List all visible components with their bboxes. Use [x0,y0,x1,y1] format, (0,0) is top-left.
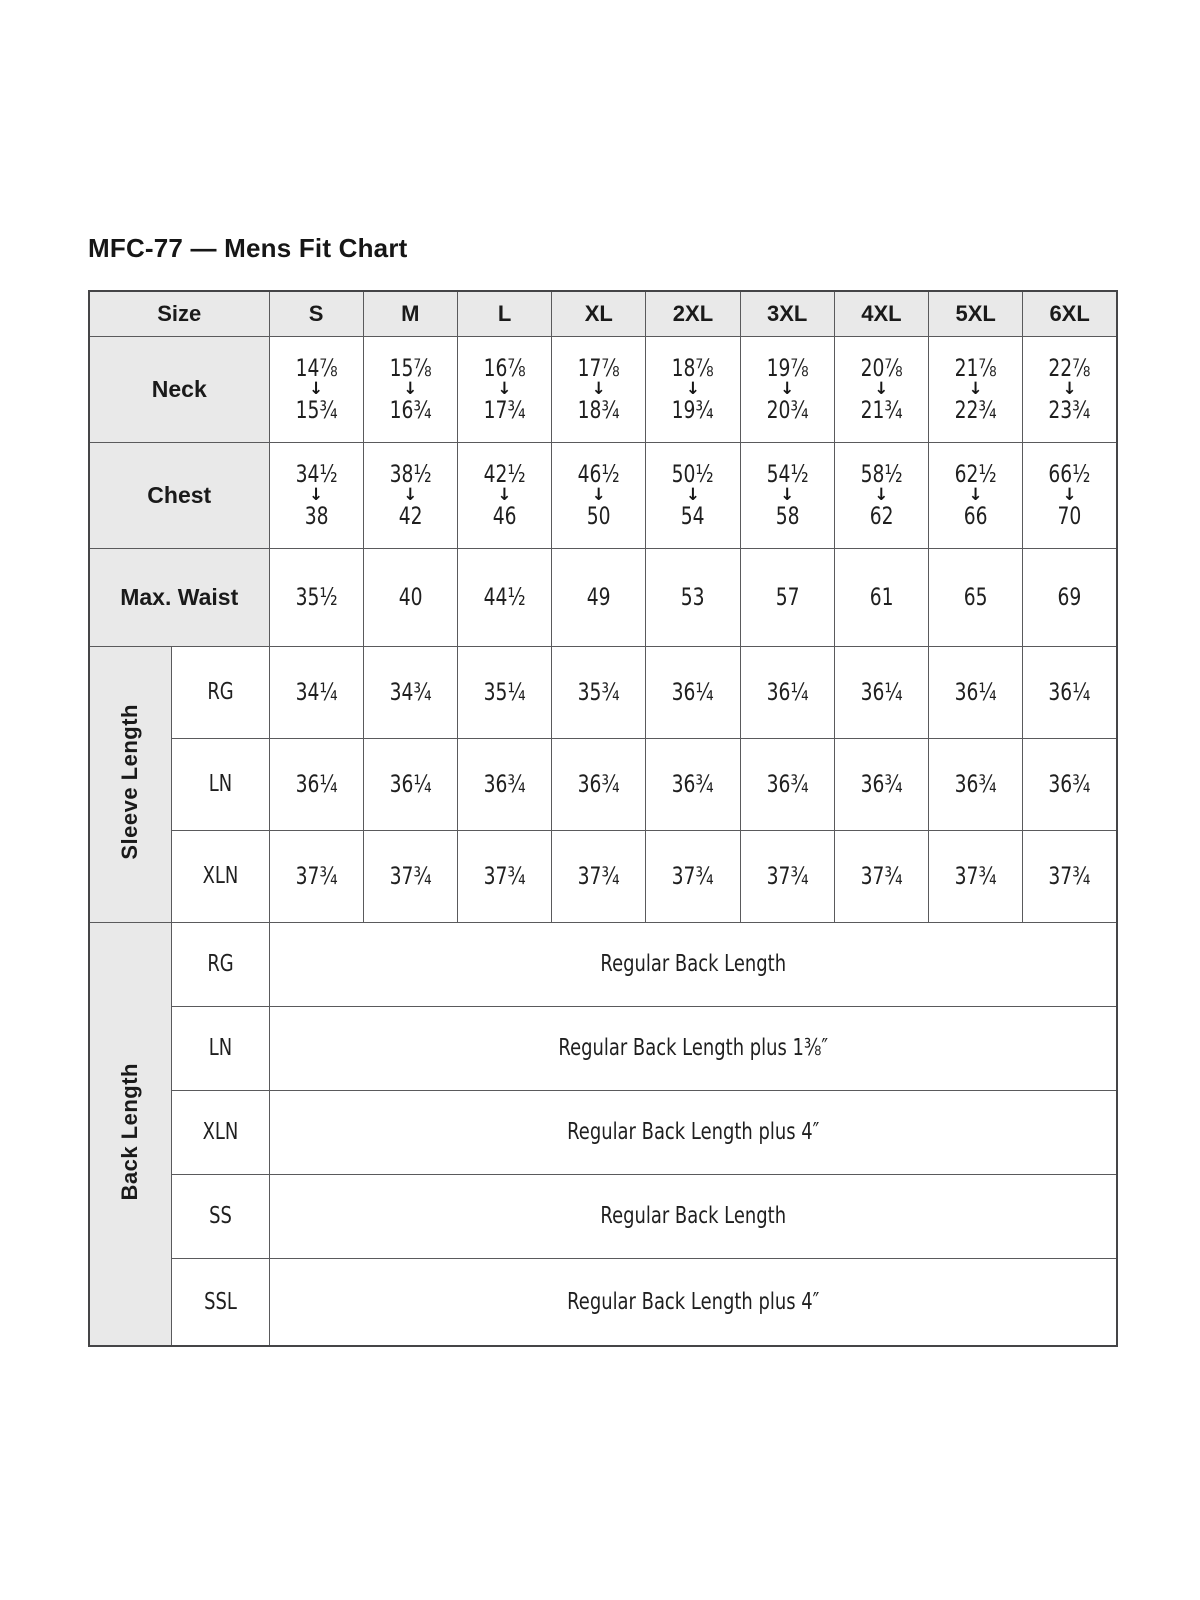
chest-range-cell [646,443,740,549]
range-to: 38 [304,502,329,530]
section-label-back-length [89,923,171,1347]
range-to: 22¾ [954,396,997,424]
range-from: 16⅞ [483,353,526,382]
back-length-description: Regular Back Length plus 4″ [566,1119,819,1146]
neck-range-cell [1023,337,1117,443]
sleeve-value-cell [269,739,363,831]
back-variant-label [171,1091,269,1175]
sleeve-value: 36¼ [671,677,714,706]
chest-range-cell [929,443,1023,549]
variant-label-text: LN [208,1035,232,1062]
back-length-label-text: Back Length [117,1062,143,1201]
waist-value-cell [929,549,1023,647]
back-length-description: Regular Back Length plus 1⅜″ [557,1035,828,1062]
down-arrow-icon: ↓ [497,379,512,399]
sleeve-variant-label [171,647,269,739]
sleeve-value: 36¼ [389,769,432,798]
sleeve-value-cell [740,647,834,739]
sleeve-value: 37¾ [954,861,997,890]
sleeve-value: 36¼ [766,677,809,706]
sleeve-length-label-text: Sleeve Length [117,704,143,860]
waist-value-cell [269,549,363,647]
row-label-chest: Chest [89,443,269,549]
back-variant-label [171,1175,269,1259]
range-from: 20⅞ [860,353,903,382]
section-label-sleeve-length [89,647,171,923]
range-from: 46½ [577,459,620,488]
sleeve-value: 37¾ [295,861,338,890]
range-from: 50½ [671,459,714,488]
column-header-5xl: 5XL [929,291,1023,337]
sleeve-value-cell [552,739,646,831]
sleeve-value-cell [740,831,834,923]
column-header-size: Size [89,291,269,337]
range-to: 66 [963,502,988,530]
neck-range-cell [740,337,834,443]
waist-value: 57 [775,582,800,611]
range-from: 21⅞ [954,353,997,382]
size-header-row [89,291,1117,337]
row-label-max-waist: Max. Waist [89,549,269,647]
chest-range-cell [363,443,457,549]
sleeve-value-cell [834,647,928,739]
back-length-description-cell [269,1091,1117,1175]
range-from: 42½ [483,459,526,488]
down-arrow-icon: ↓ [308,379,324,399]
back-ssl-row [89,1259,1117,1347]
down-arrow-icon: ↓ [685,485,701,505]
waist-value-cell [834,549,928,647]
sleeve-value: 37¾ [766,861,809,890]
back-rg-row [89,923,1117,1007]
waist-value-cell [646,549,740,647]
sleeve-value: 36¼ [954,677,997,706]
variant-label-text: XLN [202,1119,238,1146]
chest-range-cell [457,443,551,549]
waist-value-cell [363,549,457,647]
neck-range-cell [834,337,928,443]
down-arrow-icon: ↓ [780,379,795,399]
range-to: 18¾ [577,396,620,424]
chest-range-cell [740,443,834,549]
sleeve-value-cell [552,647,646,739]
column-header-4xl: 4XL [834,291,928,337]
back-length-description: Regular Back Length plus 4″ [566,1288,819,1315]
range-to: 50 [586,502,611,530]
waist-value: 61 [869,582,894,611]
back-length-description: Regular Back Length [599,951,786,978]
sleeve-value: 37¾ [671,861,714,890]
range-to: 23¾ [1048,396,1091,424]
max-waist-row [89,549,1117,647]
back-length-description-cell [269,1259,1117,1347]
sleeve-value-cell [834,831,928,923]
back-variant-label [171,1259,269,1347]
mens-fit-chart-table [88,290,1118,1347]
sleeve-value-cell [457,831,551,923]
sleeve-value: 36¾ [577,769,620,798]
sleeve-value: 37¾ [577,861,620,890]
range-to: 17¾ [483,396,526,424]
sleeve-ln-row [89,739,1117,831]
down-arrow-icon: ↓ [308,485,324,505]
back-ss-row [89,1175,1117,1259]
sleeve-value: 36¼ [860,677,903,706]
range-to: 15¾ [295,396,338,424]
sleeve-value: 37¾ [860,861,903,890]
down-arrow-icon: ↓ [591,485,606,505]
back-length-description-cell [269,923,1117,1007]
range-from: 62½ [954,459,997,488]
range-from: 17⅞ [577,353,620,382]
neck-row [89,337,1117,443]
sleeve-variant-label [171,739,269,831]
range-to: 19¾ [671,396,714,424]
down-arrow-icon: ↓ [685,379,701,399]
sleeve-value: 35¾ [577,677,620,706]
variant-label-text: SS [208,1203,232,1230]
sleeve-value-cell [363,739,457,831]
variant-label-text: XLN [202,863,238,890]
column-header-m: M [363,291,457,337]
neck-range-cell [269,337,363,443]
back-length-description: Regular Back Length [599,1203,786,1230]
down-arrow-icon: ↓ [403,379,418,399]
column-header-3xl: 3XL [740,291,834,337]
sleeve-value: 36¾ [1048,769,1091,798]
back-variant-label [171,1007,269,1091]
sleeve-value-cell [929,831,1023,923]
back-xln-row [89,1091,1117,1175]
waist-value: 35½ [295,582,338,611]
neck-range-cell [457,337,551,443]
sleeve-value-cell [1023,739,1117,831]
down-arrow-icon: ↓ [1062,379,1077,399]
sleeve-value: 35¼ [483,677,526,706]
back-variant-label [171,923,269,1007]
range-to: 70 [1057,502,1082,530]
sleeve-value-cell [269,647,363,739]
waist-value: 69 [1057,582,1082,611]
sleeve-value-cell [834,739,928,831]
sleeve-xln-row [89,831,1117,923]
sleeve-value-cell [363,647,457,739]
waist-value: 49 [586,582,611,611]
waist-value: 53 [681,582,705,611]
back-length-description-cell [269,1175,1117,1259]
chest-range-cell [1023,443,1117,549]
range-to: 46 [492,502,517,530]
sleeve-value: 36¼ [295,769,338,798]
range-from: 38½ [389,459,432,488]
chest-row [89,443,1117,549]
sleeve-value-cell [269,831,363,923]
column-header-l: L [457,291,551,337]
sleeve-value: 34¼ [295,677,338,706]
sleeve-value: 36¾ [860,769,903,798]
chest-range-cell [269,443,363,549]
range-from: 66½ [1048,459,1091,488]
sleeve-value-cell [363,831,457,923]
range-to: 16¾ [389,396,432,424]
waist-value-cell [740,549,834,647]
range-from: 15⅞ [389,353,432,382]
down-arrow-icon: ↓ [968,485,983,505]
sleeve-value: 37¾ [389,861,432,890]
sleeve-rg-row [89,647,1117,739]
down-arrow-icon: ↓ [591,379,606,399]
back-length-description-cell [269,1007,1117,1091]
down-arrow-icon: ↓ [874,485,889,505]
back-ln-row [89,1007,1117,1091]
sleeve-value-cell [646,647,740,739]
sleeve-value-cell [1023,831,1117,923]
variant-label-text: RG [206,679,234,706]
variant-label-text: SSL [203,1288,237,1315]
waist-value-cell [457,549,551,647]
sleeve-value: 36¾ [954,769,997,798]
waist-value-cell [552,549,646,647]
sleeve-value-cell [646,739,740,831]
range-from: 14⅞ [295,353,338,382]
range-from: 18⅞ [671,353,714,382]
down-arrow-icon: ↓ [874,379,889,399]
range-to: 62 [869,502,894,530]
sleeve-value: 34¾ [389,677,432,706]
waist-value: 40 [398,582,423,611]
sleeve-value-cell [646,831,740,923]
down-arrow-icon: ↓ [497,485,512,505]
chest-range-cell [834,443,928,549]
variant-label-text: LN [208,771,232,798]
sleeve-value-cell [1023,647,1117,739]
sleeve-value-cell [552,831,646,923]
chest-range-cell [552,443,646,549]
sleeve-value-cell [929,647,1023,739]
waist-value: 65 [963,582,988,611]
range-to: 21¾ [860,396,903,424]
range-to: 20¾ [766,396,809,424]
range-from: 22⅞ [1048,353,1091,382]
sleeve-value-cell [457,739,551,831]
column-header-xl: XL [552,291,646,337]
neck-range-cell [646,337,740,443]
range-from: 58½ [860,459,903,488]
sleeve-variant-label [171,831,269,923]
down-arrow-icon: ↓ [968,379,983,399]
range-from: 34½ [295,459,338,488]
sleeve-value-cell [929,739,1023,831]
sleeve-value-cell [740,739,834,831]
down-arrow-icon: ↓ [403,485,418,505]
range-from: 54½ [766,459,809,488]
fit-chart-title: MFC-77 — Mens Fit Chart [88,233,408,263]
range-to: 54 [681,502,705,530]
neck-range-cell [363,337,457,443]
column-header-6xl: 6XL [1023,291,1117,337]
neck-range-cell [552,337,646,443]
row-label-neck: Neck [89,337,269,443]
sleeve-value-cell [457,647,551,739]
sleeve-value: 37¾ [1048,861,1091,890]
range-from: 19⅞ [766,353,809,382]
waist-value: 44½ [483,582,526,611]
neck-range-cell [929,337,1023,443]
range-to: 58 [775,502,800,530]
column-header-2xl: 2XL [646,291,740,337]
waist-value-cell [1023,549,1117,647]
sleeve-value: 36¼ [1048,677,1091,706]
sleeve-value: 36¾ [671,769,714,798]
down-arrow-icon: ↓ [780,485,795,505]
sleeve-value: 37¾ [483,861,526,890]
variant-label-text: RG [206,951,234,978]
down-arrow-icon: ↓ [1062,485,1077,505]
column-header-s: S [269,291,363,337]
sleeve-value: 36¾ [483,769,526,798]
sleeve-value: 36¾ [766,769,809,798]
range-to: 42 [398,502,423,530]
